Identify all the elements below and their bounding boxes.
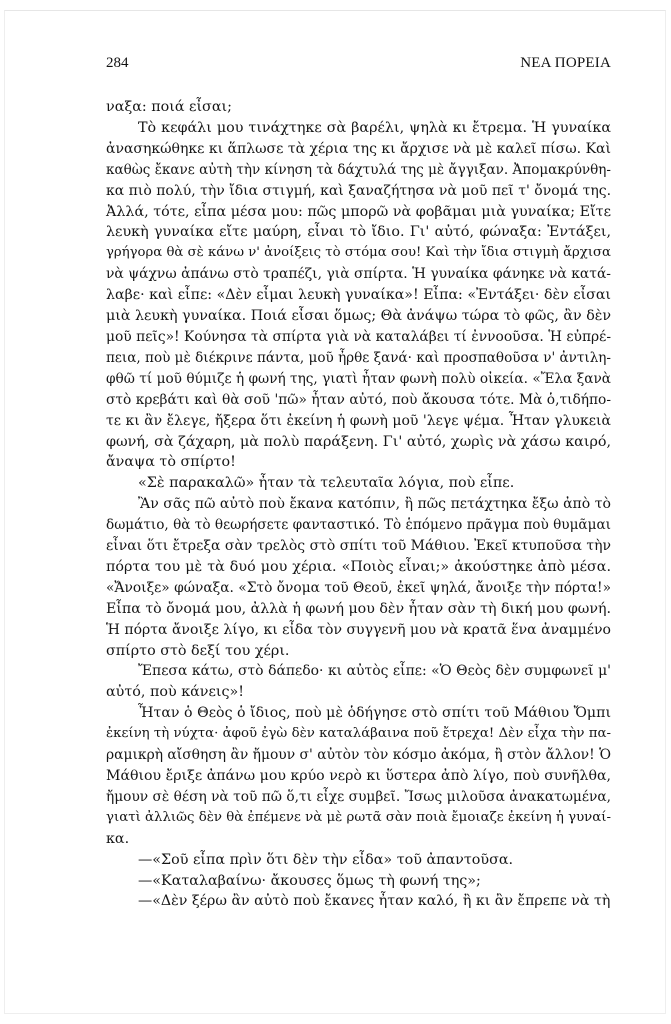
text-line: εἶναι ὅτι ἔτρεξα σὰν τρελὸς στὸ σπίτι τοῦ Μάθιου. Ἐκεῖ κτυποῦσα τὴν (106, 538, 611, 555)
text-line: Ἦταν ὁ Θεὸς ὁ ἴδιος, ποὺ μὲ ὁδήγησε στὸ σπίτι τοῦ Μάθιου Ὄμπι (138, 705, 611, 722)
text-line: —«Σοῦ εἶπα πρὶν ὅτι δὲν τὴν εἶδα» τοῦ ἀπαντοῦσα. (138, 851, 514, 868)
running-title: ΝΕΑ ΠΟΡΕΙΑ (520, 55, 611, 71)
text-line: ραμικρὴ αἴσθηση ἂν ἤμουν σ' αὐτὸν τὸν κόσμο ἀκόμα, ἢ στὸν ἄλλον! Ὁ (106, 747, 611, 764)
paragraph (106, 703, 611, 849)
text-line: ἀνασηκώθηκε κι ἅπλωσε τὰ χέρια της κι ἄρχισε νὰ μὲ καλεῖ πίσω. Καὶ (106, 140, 611, 157)
text-line: αὐτό, ποὺ κάνεις»! (106, 684, 244, 701)
text-line: Ἡ πόρτα ἄνοιξε λίγο, κι εἶδα τὸν συγγενῆ μου νὰ κρατᾶ ἕνα ἀναμμένο (106, 621, 611, 638)
text-line: στὸ κρεβάτι καὶ θὰ σοῦ 'πῶ» ἦταν αὐτό, ποὺ ἄκουσα τότε. Μὰ ὁ,τιδήπο- (106, 391, 611, 408)
text-line: φωνή, σὰ ζάχαρη, μὰ πολὺ παράξενη. Γι' αὐτό, χωρὶς νὰ χάσω καιρό, (106, 433, 611, 450)
text-line: —«Δὲν ξέρω ἂν αὐτὸ ποὺ ἔκανες ἦταν καλό, ἢ κι ἂν ἔπρεπε νὰ τὴ (138, 893, 611, 910)
body-text (106, 97, 611, 912)
text-line: Τὸ κεφάλι μου τινάχτηκε σὰ βαρέλι, ψηλὰ κι ἔτρεμα. Ἡ γυναίκα (138, 119, 611, 136)
text-line: μοῦ πεῖς»! Κούνησα τὰ σπίρτα γιὰ νὰ καταλάβει τί ἐννοοῦσα. Ἡ εὐπρέ- (106, 328, 611, 345)
text-line: Ἂν σᾶς πῶ αὐτὸ ποὺ ἔκανα κατόπιν, ἢ πῶς πετάχτηκα ἔξω ἀπὸ τὸ (138, 496, 611, 513)
paragraph (106, 473, 611, 494)
text-line: νὰ ψάχνω ἀπάνω στὸ τραπέζι, γιὰ σπίρτα. Ἡ γυναίκα φάνηκε νὰ κατά- (106, 266, 611, 283)
text-line: «Ἄνοιξε» φώναξα. «Στὸ ὄνομα τοῦ Θεοῦ, ἐκεῖ ψηλά, ἄνοιξε τὴν πόρτα!» (106, 579, 611, 596)
text-line: μιὰ λευκὴ γυναίκα. Ποιά εἶσαι ὅμως; Θὰ ἀνάψω τώρα τὸ φῶς, ἂν δὲν (106, 308, 612, 325)
text-line: «Σὲ παρακαλῶ» ἦταν τὰ τελευταῖα λόγια, ποὺ εἶπε. (138, 475, 515, 492)
text-line: φθῶ τί μοῦ θύμιζε ἡ φωνή της, γιατὶ ἦταν φωνὴ πολὺ οἰκεία. «Ἔλα ξανὰ (106, 370, 611, 387)
text-line: Εἶπα τὸ ὄνομά μου, ἀλλὰ ἡ φωνή μου δὲν ἦταν σὰν τὴ δική μου φωνή. (106, 600, 611, 617)
page-number: 284 (106, 55, 129, 71)
paragraph (106, 118, 611, 473)
text-line: —«Καταλαβαίνω· ἄκουσες ὅμως τὴ φωνή της»; (138, 872, 481, 889)
text-line: σπίρτο στὸ δεξί του χέρι. (106, 642, 290, 659)
text-line: δωμάτιο, θὰ τὸ θεωρήσετε φανταστικό. Τὸ ἑπόμενο πρᾶγμα ποὺ θυμᾶμαι (106, 517, 611, 534)
text-line: κα πιὸ πολύ, τὴν ἴδια στιγμή, καὶ ξαναζήτησα νὰ μοῦ πεῖ τ' ὄνομά της. (106, 182, 612, 199)
text-line: Ἔπεσα κάτω, στὸ δάπεδο· κι αὐτὸς εἶπε: «Ὁ Θεὸς δὲν συμφωνεῖ μ' (138, 663, 611, 680)
text-line: γρήγορα θὰ σὲ κάνω ν' ἀνοίξεις τὸ στόμα σου! Καὶ τὴν ἴδια στιγμὴ ἄρχισα (106, 245, 611, 261)
paragraph (106, 891, 611, 912)
text-line: Μάθιου ἔριξε ἀπάνω μου κρύο νερὸ κι ὕστερα ἀπὸ λίγο, ποὺ συνῆλθα, (106, 768, 611, 784)
text-line: γιατὶ ἀλλιῶς δὲν θὰ ἐπέμενε νὰ μὲ ρωτᾶ σὰν ποιὰ ἔμοιαζε ἐκείνη ἡ γυναί- (106, 809, 611, 825)
text-line: καθὼς ἔκανε αὐτὴ τὴν κίνηση τὰ δάχτυλά της μὲ ἄγγιξαν. Ἀπομακρύνθη- (106, 161, 611, 178)
text-line: ναξα: ποιά εἶσαι; (106, 99, 232, 115)
paragraph (106, 661, 611, 703)
text-line: ἤμουν σὲ θέση νὰ τοῦ πῶ ὅ,τι εἶχε συμβεῖ. Ἴσως μιλοῦσα ἀνακατωμένα, (106, 788, 611, 805)
text-line: λαβε· καὶ εἶπε: «Δὲν εἶμαι λευκὴ γυναίκα»! Εἶπα: «Ἐντάξει· δὲν εἶσαι (106, 287, 611, 304)
text-line: τε κι ἂν ἔλεγε, ἤξερα ὅτι ἐκείνη ἡ φωνὴ μοῦ 'λεγε ψέμα. Ἦταν γλυκειὰ (106, 412, 611, 429)
text-line: κα. (106, 830, 130, 847)
text-line: πόρτα του μὲ τὰ δυό μου χέρια. «Ποιὸς εἶναι;» ἀκούστηκε ἀπὸ μέσα. (106, 558, 611, 575)
paragraph (106, 97, 611, 118)
text-line: πεια, ποὺ μὲ διέκρινε πάντα, μοῦ ἦρθε ξανά· καὶ προσπαθοῦσα ν' ἀντιλη- (106, 349, 611, 366)
text-line: λευκὴ γυναίκα εἴτε μαύρη, εἶναι τὸ ἴδιο. Γι' αὐτό, φώναξα: Ἐντάξει, (106, 224, 611, 241)
text-line: ἐκείνη τὴ νύχτα· ἀφοῦ ἐγὼ δὲν καταλάβαινα ποῦ ἔτρεχα! Δὲν εἶχα τὴν πα- (106, 726, 611, 742)
paragraph (106, 871, 611, 892)
running-head (106, 55, 611, 75)
text-line: ἄναψα τὸ σπίρτο! (106, 454, 236, 471)
paragraph (106, 850, 611, 871)
text-line: Ἀλλά, τότε, εἶπα μέσα μου: πῶς μπορῶ νὰ φοβᾶμαι μιὰ γυναίκα; Εἴτε (106, 203, 611, 220)
paragraph (106, 494, 611, 661)
